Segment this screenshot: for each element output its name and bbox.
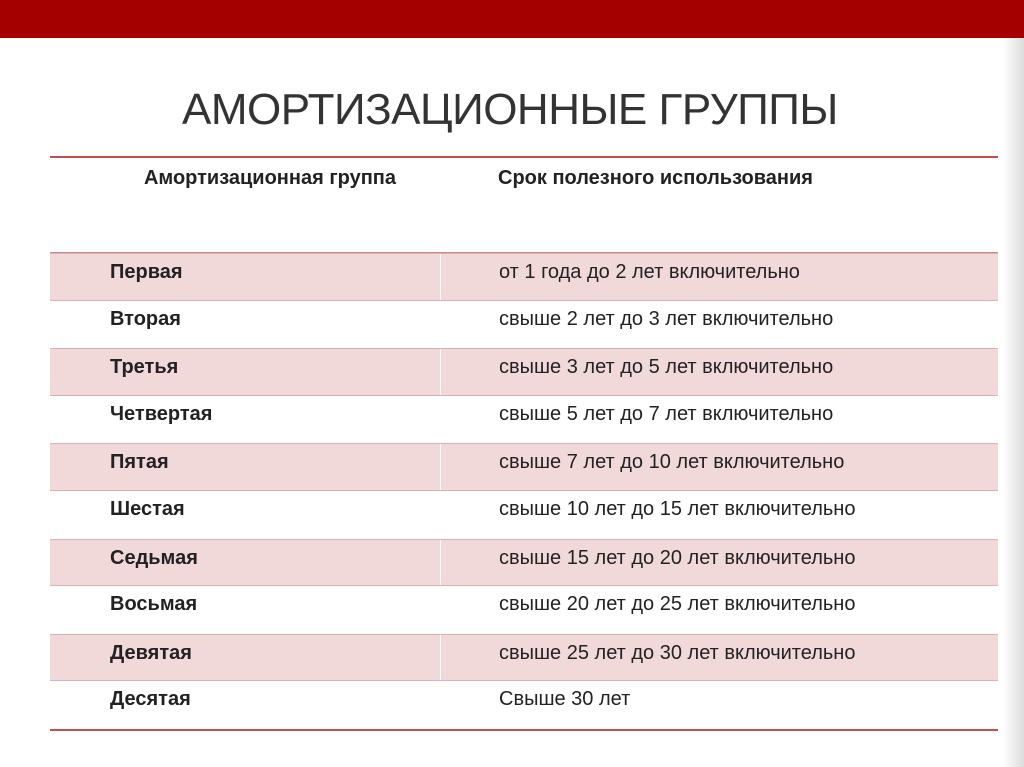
row-term: свыше 5 лет до 7 лет включительно [499, 402, 834, 425]
right-edge-shadow [1003, 38, 1024, 767]
row-term: Свыше 30 лет [499, 688, 631, 711]
table-row [50, 443, 998, 491]
table-row [50, 348, 998, 396]
table-row [50, 586, 998, 634]
row-group: Вторая [110, 307, 181, 330]
table-row [50, 681, 998, 729]
table-bottom-rule [50, 729, 998, 731]
header-group: Амортизационная группа [143, 167, 397, 189]
row-group: Десятая [110, 688, 191, 711]
table-row [50, 253, 998, 301]
row-term: свыше 10 лет до 15 лет включительно [499, 497, 856, 520]
depreciation-groups-table [50, 156, 998, 731]
row-term: свыше 3 лет до 5 лет включительно [499, 356, 834, 379]
header-term: Срок полезного использования [498, 167, 813, 189]
row-term: свыше 25 лет до 30 лет включительно [499, 641, 856, 664]
row-group: Шестая [110, 497, 185, 520]
row-group: Седьмая [110, 546, 198, 569]
top-accent-bar [0, 0, 1024, 38]
row-term: свыше 20 лет до 25 лет включительно [499, 593, 856, 616]
slide-title: АМОРТИЗАЦИОННЫЕ ГРУППЫ [182, 85, 838, 134]
row-group: Девятая [110, 641, 192, 664]
table-row [50, 301, 998, 349]
row-group: Четвертая [110, 402, 213, 425]
row-term: от 1 года до 2 лет включительно [499, 261, 800, 283]
table-row [50, 396, 998, 444]
row-group: Восьмая [110, 593, 198, 616]
row-group: Третья [110, 356, 179, 379]
row-term: свыше 2 лет до 3 лет включительно [499, 307, 834, 330]
row-group: Пятая [110, 451, 169, 474]
row-term: свыше 15 лет до 20 лет включительно [499, 546, 856, 569]
row-term: свыше 7 лет до 10 лет включительно [499, 451, 845, 474]
table-row [50, 634, 998, 682]
table-row [50, 539, 998, 587]
table-row [50, 491, 998, 539]
row-group: Первая [110, 261, 183, 283]
table-header [50, 156, 998, 253]
